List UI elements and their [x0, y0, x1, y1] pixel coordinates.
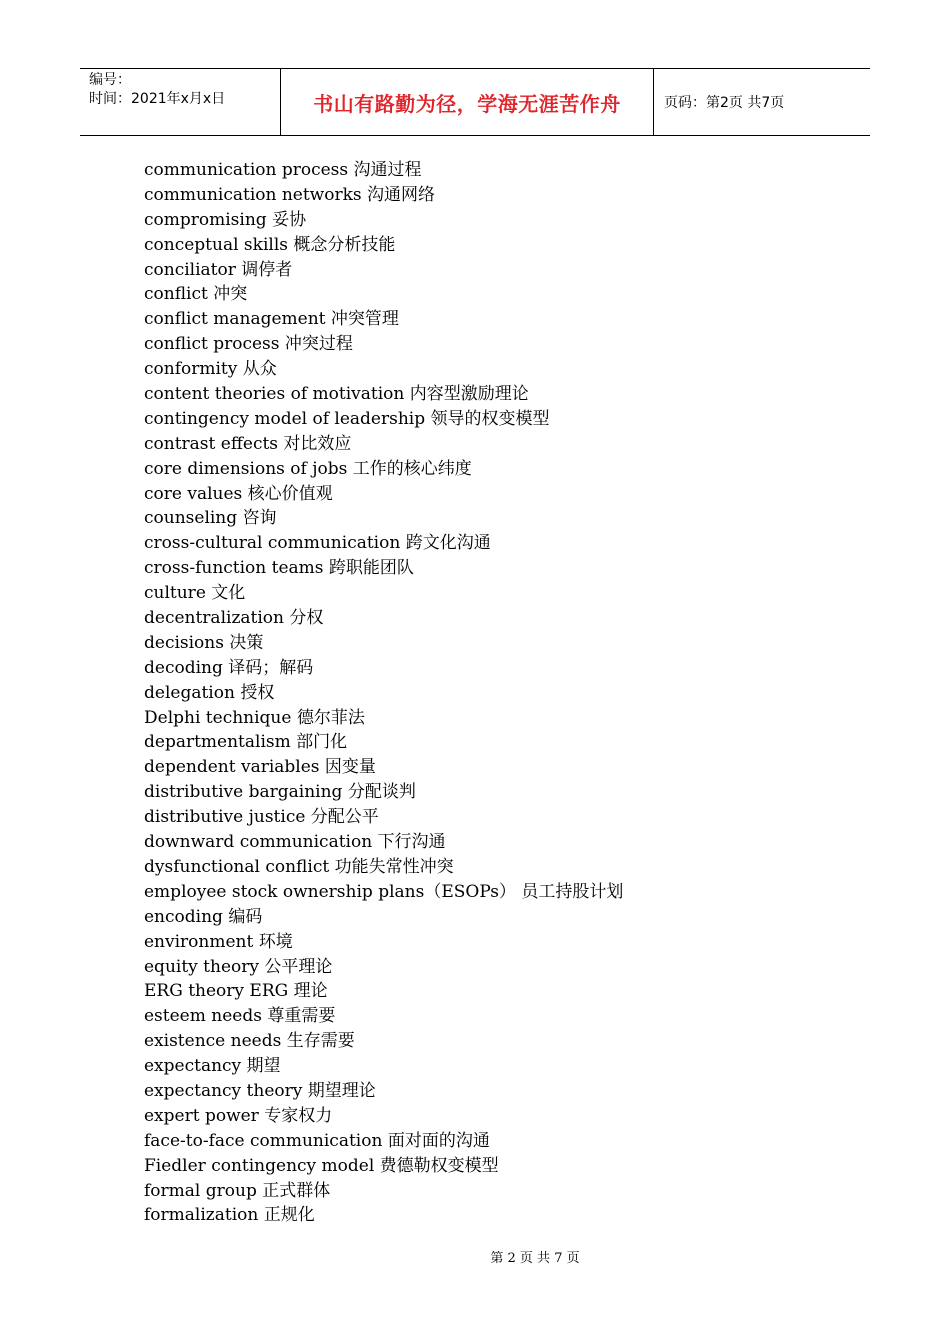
glossary-entry: communication process 沟通过程: [144, 160, 422, 180]
header-meta: [80, 69, 281, 135]
glossary-entry: Delphi technique 德尔菲法: [144, 707, 365, 728]
glossary-entry: conceptual skills 概念分析技能: [144, 234, 396, 255]
glossary-entry: decisions 决策: [144, 632, 264, 653]
glossary-entry: core values 核心价值观: [144, 483, 333, 504]
glossary-entry: conflict 冲突: [144, 284, 248, 305]
glossary-entry: face-to-face communication 面对面的沟通: [144, 1130, 490, 1151]
glossary-entry: compromising 妥协: [144, 209, 307, 230]
glossary-entry: decentralization 分权: [144, 608, 324, 629]
glossary-entry: decoding 译码；解码: [144, 657, 314, 678]
glossary-entry: content theories of motivation 内容型激励理论: [144, 384, 529, 405]
glossary-entry: distributive justice 分配公平: [144, 807, 379, 828]
glossary-entry: dysfunctional conflict 功能失常性冲突: [144, 856, 454, 877]
glossary-entry: distributive bargaining 分配谈判: [144, 782, 416, 803]
glossary-entry: cross-function teams 跨职能团队: [144, 558, 414, 579]
header-page-info: 页码：第2页 共7页: [664, 95, 785, 111]
glossary-entry: delegation 授权: [144, 682, 275, 703]
page-footer: 第 2 页 共 7 页: [490, 1251, 580, 1266]
glossary-entry: culture 文化: [144, 583, 246, 604]
glossary-entry: dependent variables 因变量: [144, 757, 376, 778]
glossary-entry: core dimensions of jobs 工作的核心纬度: [144, 458, 472, 479]
glossary-entry: communication networks 沟通网络: [144, 184, 436, 205]
glossary-entry: cross-cultural communication 跨文化沟通: [144, 533, 491, 554]
glossary-entry: expert power 专家权力: [144, 1105, 333, 1126]
glossary-entry: downward communication 下行沟通: [144, 832, 446, 853]
glossary-list: [144, 158, 623, 1228]
glossary-entry: esteem needs 尊重需要: [144, 1006, 336, 1027]
document-time-label: 时间：2021年x月x日: [89, 91, 226, 107]
glossary-entry: departmentalism 部门化: [144, 732, 348, 753]
glossary-entry: counseling 咨询: [144, 508, 277, 529]
glossary-entry: contingency model of leadership 领导的权变模型: [144, 408, 550, 429]
glossary-entry: conflict management 冲突管理: [144, 309, 399, 330]
glossary-entry: encoding 编码: [144, 906, 263, 927]
document-number-label: 编号：: [89, 72, 131, 88]
glossary-entry: equity theory 公平理论: [144, 956, 333, 977]
glossary-entry: conflict process 冲突过程: [144, 334, 353, 355]
glossary-entry: employee stock ownership plans（ESOPs） 员工持股计划: [144, 881, 624, 902]
glossary-entry: existence needs 生存需要: [144, 1031, 355, 1052]
glossary-entry: environment 环境: [144, 931, 293, 952]
glossary-entry: formal group 正式群体: [144, 1180, 331, 1201]
glossary-entry: conformity 从众: [144, 359, 277, 380]
glossary-entry: contrast effects 对比效应: [144, 433, 352, 454]
glossary-entry: expectancy theory 期望理论: [144, 1080, 376, 1101]
glossary-entry: formalization 正规化: [144, 1205, 315, 1226]
header-motto: 书山有路勤为径，学海无涯苦作舟: [281, 69, 654, 135]
glossary-entry: ERG theory ERG 理论: [144, 981, 328, 1002]
glossary-entry: conciliator 调停者: [144, 259, 293, 280]
glossary-entry: Fiedler contingency model 费德勒权变模型: [144, 1155, 499, 1176]
page-header: [80, 68, 870, 136]
glossary-entry: expectancy 期望: [144, 1056, 281, 1077]
